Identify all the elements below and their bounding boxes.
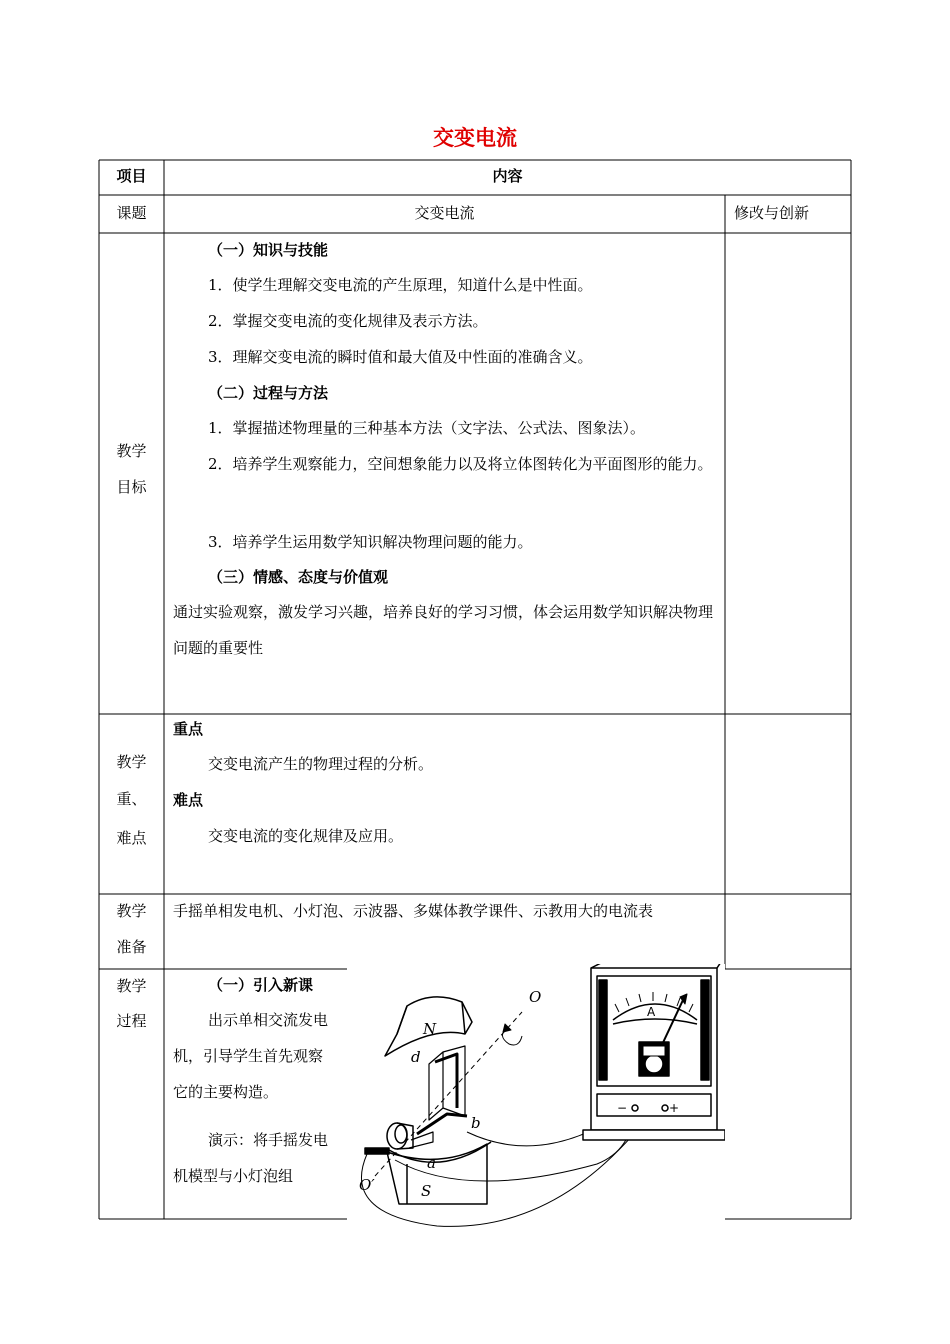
process-label-1: 教学 — [116, 977, 147, 995]
revision-column-header: 修改与创新 — [734, 204, 810, 222]
key-point-text: 交变电流产生的物理过程的分析。 — [208, 755, 434, 773]
label-d: d — [411, 1048, 421, 1066]
generator-diagram — [347, 964, 725, 1236]
label-b: b — [471, 1114, 481, 1132]
keypoints-label-2: 重、 — [116, 790, 147, 808]
label-terminal-plus: + — [669, 1101, 680, 1115]
values-text: 通过实验观察，激发学习兴趣，培养良好的学习习惯，体会运用数学知识解决物理问题的重要性 — [173, 603, 714, 657]
section-heading-values: （三）情感、态度与价值观 — [208, 568, 389, 586]
process-text-1: 出示单相交流发电机，引导学生首先观察它的主要构造。 — [173, 1011, 329, 1101]
topic-content: 交变电流 — [414, 204, 475, 222]
label-ammeter-a: A — [647, 1005, 656, 1019]
label-a: a — [427, 1154, 436, 1172]
objective-item: 2．掌握交变电流的变化规律及表示方法。 — [208, 312, 488, 330]
generator-ammeter-figure — [347, 964, 725, 1236]
header-content: 内容 — [492, 167, 523, 185]
preparation-label-1: 教学 — [116, 902, 147, 920]
label-terminal-minus: − — [617, 1101, 628, 1115]
keypoints-label-3: 难点 — [116, 829, 147, 847]
process-heading: （一）引入新课 — [208, 976, 314, 994]
process-text-2: 演示：将手摇发电机模型与小灯泡组 — [173, 1131, 329, 1185]
objective-item: 1．使学生理解交变电流的产生原理，知道什么是中性面。 — [208, 276, 593, 294]
difficult-point-text: 交变电流的变化规律及应用。 — [208, 827, 404, 845]
objectives-label-2: 目标 — [116, 478, 147, 496]
objective-item: 3．培养学生运用数学知识解决物理问题的能力。 — [208, 533, 533, 551]
objective-item: 2．培养学生观察能力，空间想象能力以及将立体图转化为平面图形的能力。 — [208, 455, 713, 473]
label-s-pole: S — [421, 1182, 432, 1200]
objectives-label-1: 教学 — [116, 442, 147, 460]
section-heading-process: （二）过程与方法 — [208, 384, 329, 402]
document-title: 交变电流 — [433, 126, 517, 150]
key-point-heading: 重点 — [173, 720, 204, 738]
objective-item: 1．掌握描述物理量的三种基本方法（文字法、公式法、图象法）。 — [208, 419, 646, 437]
section-heading-knowledge: （一）知识与技能 — [208, 241, 329, 259]
keypoints-label-1: 教学 — [116, 753, 147, 771]
objective-item: 3．理解交变电流的瞬时值和最大值及中性面的准确含义。 — [208, 348, 593, 366]
label-axis-o: O — [529, 988, 542, 1006]
label-axis-o-prime: O′ — [359, 1176, 375, 1194]
preparation-label-2: 准备 — [116, 938, 147, 956]
label-n-pole: N — [423, 1020, 437, 1038]
process-label-2: 过程 — [116, 1012, 147, 1030]
topic-label: 课题 — [116, 204, 147, 222]
header-item: 项目 — [116, 167, 147, 185]
preparation-text: 手摇单相发电机、小灯泡、示波器、多媒体教学课件、示教用大的电流表 — [173, 902, 654, 920]
difficult-point-heading: 难点 — [173, 791, 204, 809]
